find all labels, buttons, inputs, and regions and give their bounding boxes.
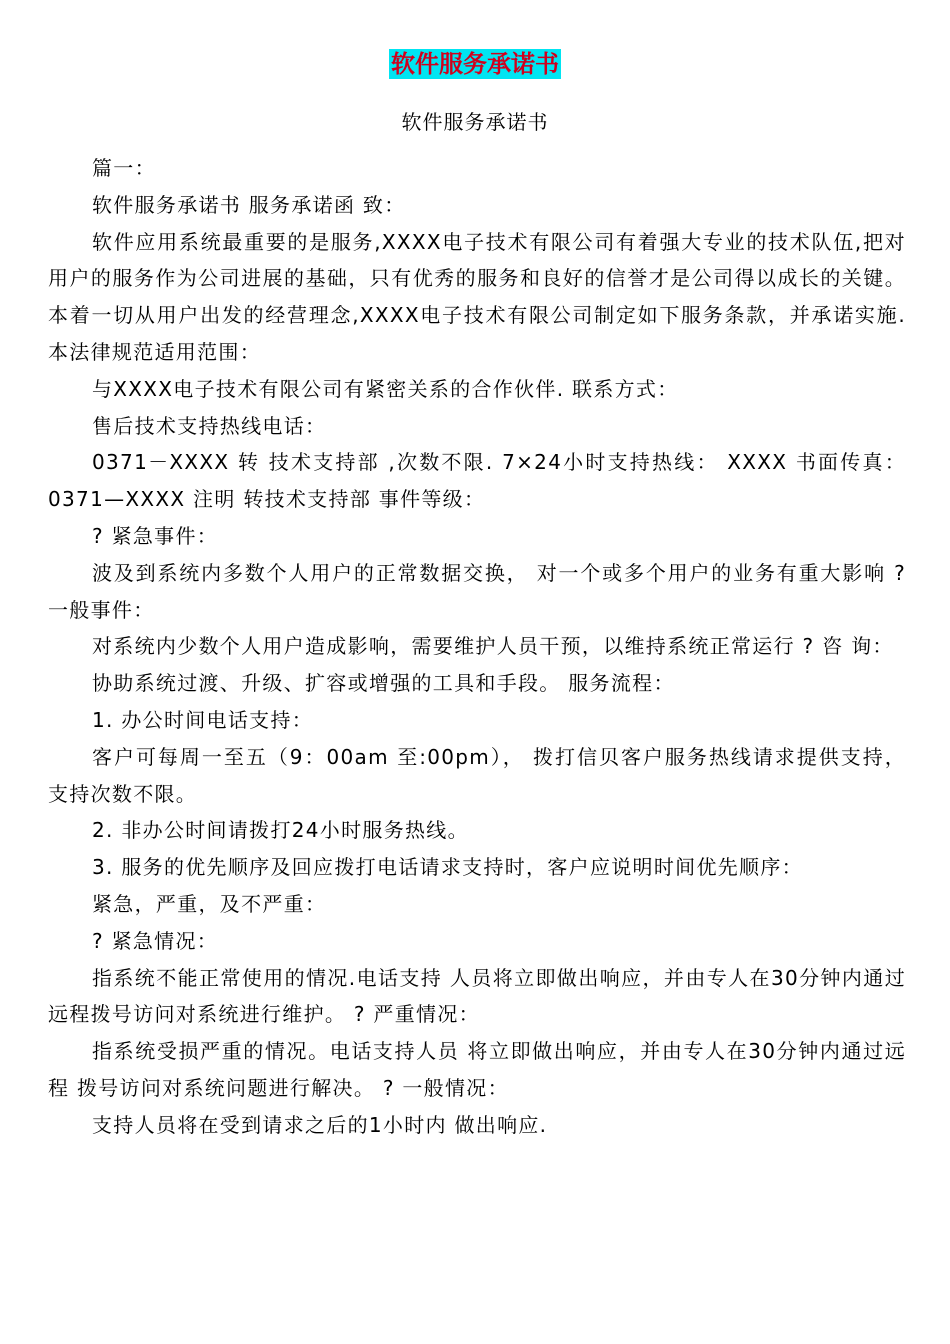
- paragraph: 指系统不能正常使用的情况.电话支持 人员将立即做出响应，并由专人在30分钟内通过 远程拨号访问对系统进行维护。 ? 严重情况：: [48, 965, 906, 1027]
- document-title: [0, 46, 950, 82]
- paragraph: 与XXXX电子技术有限公司有紧密关系的合作伙伴. 联系方式：: [92, 376, 679, 401]
- paragraph: 紧急，严重，及不严重：: [92, 891, 327, 916]
- paragraph: 3. 服务的优先顺序及回应拨打电话请求支持时，客户应说明时间优先顺序：: [92, 855, 803, 880]
- paragraph: 软件服务承诺书 服务承诺函 致：: [92, 192, 406, 217]
- paragraph: 1. 办公时间电话支持：: [92, 707, 314, 732]
- paragraph: 2. 非办公时间请拨打24小时服务热线。: [92, 818, 469, 843]
- paragraph: 指系统受损严重的情况。电话支持人员 将立即做出响应，并由专人在30分钟内通过远程 拨号访问对系统问题进行解决。 ? 一般情况：: [48, 1039, 906, 1100]
- paragraph: 客户可每周一至五（9：00am 至:00pm）， 拨打信贝客户服务热线请求提供支持， 支持次数不限。: [48, 744, 906, 806]
- document-body: [48, 150, 906, 1144]
- paragraph: 0371－XXXX 转 技术支持部 ,次数不限. 7×24小时支持热线： XXXX 书面传真：0371—XXXX 注明 转技术支持部 事件等级：: [48, 450, 906, 512]
- paragraph: 对系统内少数个人用户造成影响，需要维护人员干预，以维持系统正常运行 ? 咨 询：: [92, 634, 894, 659]
- document-title-text: 软件服务承诺书: [391, 50, 559, 78]
- paragraph: 支持人员将在受到请求之后的1小时内 做出响应.: [92, 1112, 548, 1137]
- document-subtitle: 软件服务承诺书: [401, 110, 549, 134]
- paragraph: ? 紧急事件：: [92, 523, 219, 548]
- paragraph: 售后技术支持热线电话：: [92, 413, 327, 438]
- paragraph: 软件应用系统最重要的是服务,XXXX电子技术有限公司有着强大专业的技术队伍,把对用户的服务作为公司进展的基础，只有优秀的服务和良好的信誉才是公司得以成长的关键。 本着一切从用户出发的经营理念,XXXX电子技术有限公司制定如下服务条款，并承诺实施. 本法律规范适用范围：: [48, 229, 906, 364]
- paragraph: 篇一：: [92, 156, 156, 180]
- paragraph: 波及到系统内多数个人用户的正常数据交换， 对一个或多个用户的业务有重大影响 ? 一般事件：: [48, 560, 906, 622]
- paragraph: 协助系统过渡、升级、扩容或增强的工具和手段。 服务流程：: [92, 671, 675, 696]
- paragraph: ? 紧急情况：: [92, 928, 219, 953]
